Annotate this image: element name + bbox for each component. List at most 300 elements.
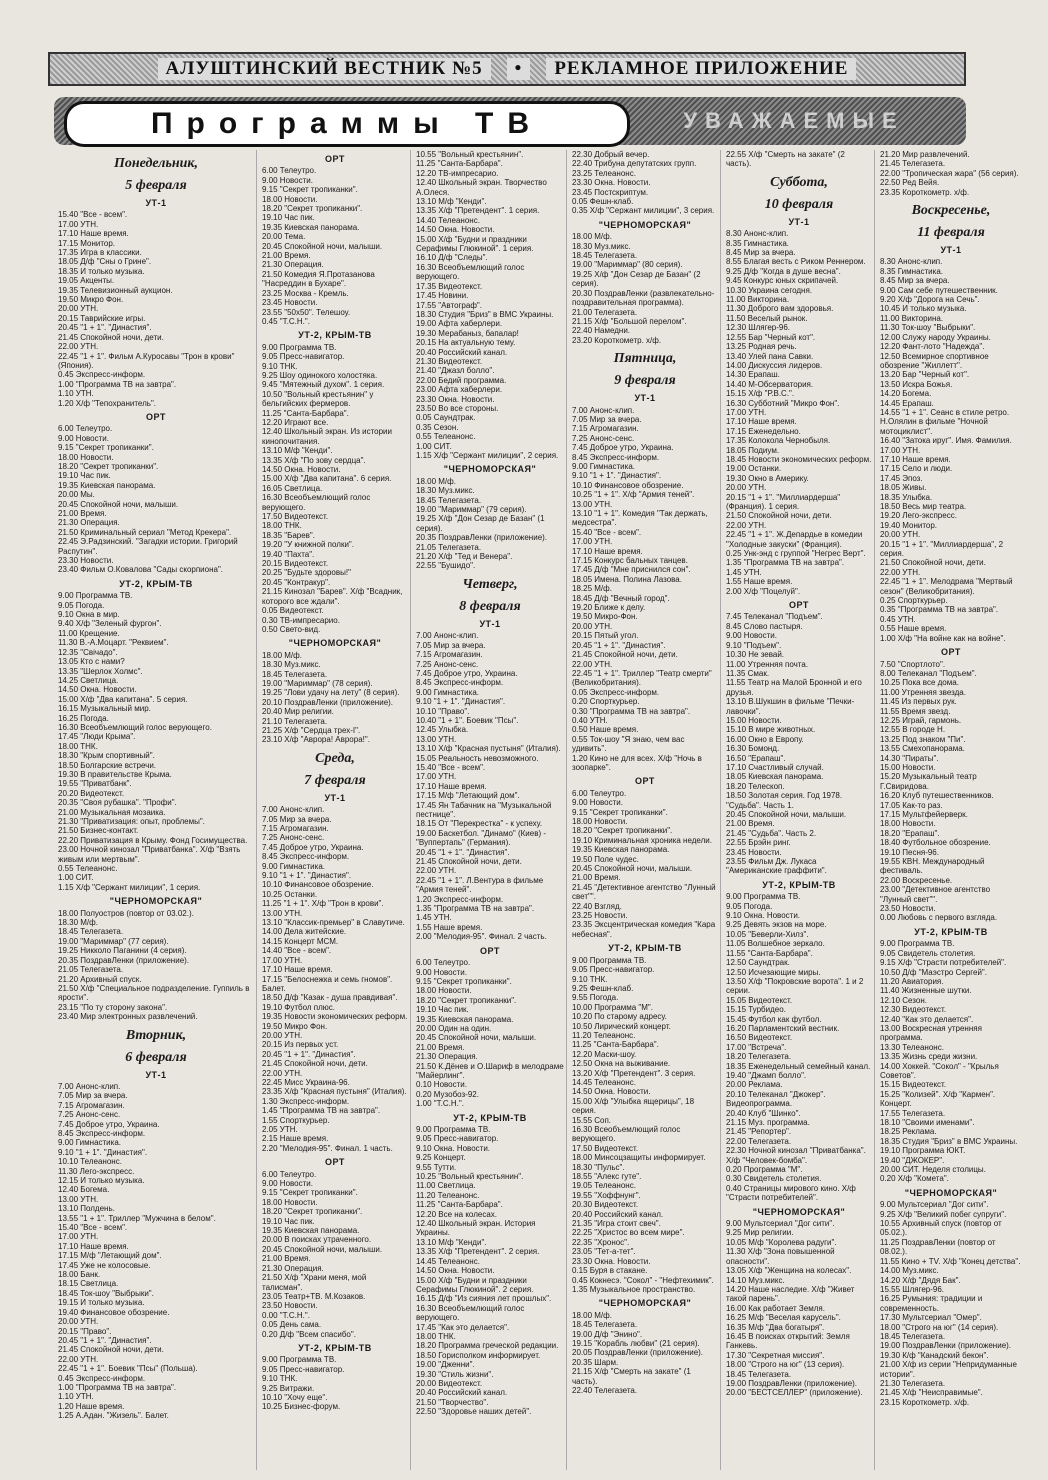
program-listing: 15.25 "Колизей". Х/ф "Кармен". Концерт. xyxy=(880,1089,998,1109)
program-listing: 22.40 Телегазета. xyxy=(572,1385,638,1395)
program-listing: 9.00 Новости. xyxy=(262,175,313,185)
program-listing: 1.20 Кино не для всех. Х/ф "Ночь в зоопарке". xyxy=(572,753,705,772)
program-listing: 19.00 "Дженни". xyxy=(416,1360,475,1370)
program-listing: 0.35 "Программа ТВ на завтра". xyxy=(880,605,999,615)
program-listing: 18.20 Телегазета. xyxy=(726,1052,792,1062)
program-listing: 15.40 "Все - всем". xyxy=(58,1223,128,1233)
program-listing: 21.05 Телегазета. xyxy=(416,542,482,552)
program-listing: 18.25 М/ф. xyxy=(572,584,612,594)
program-listing: 13.50 Х/ф "Покровские ворота". 1 и 2 серии. xyxy=(726,976,866,996)
program-listing: 9.00 Программа ТВ. xyxy=(416,1125,491,1134)
program-listing: 9.25 Д/ф "Когда в душе весна". xyxy=(726,266,841,276)
program-listing: 10.55 Архивный спуск (повтор от 05.02.). xyxy=(880,1219,1004,1238)
program-listing: 17.15 Монитор. xyxy=(58,238,116,248)
program-listing: 9.00 Программа ТВ. xyxy=(572,955,647,965)
program-listing: 9.00 Программа ТВ. xyxy=(58,591,133,601)
program-listing: 17.45 Уже не колосовые. xyxy=(58,1260,151,1270)
program-listing: 1.10 УТН. xyxy=(58,1392,94,1402)
program-listing: 23.35 Эксцентрическая комедия "Кара небесная". xyxy=(572,920,718,939)
program-listing: 23.40 Фильм О.Ковалова "Сады скорпиона". xyxy=(58,565,224,575)
program-listing: 15.05 Реальность невозможного. xyxy=(416,753,539,763)
program-listing: 9.05 Погода. xyxy=(726,901,773,911)
program-listing: 22.45 "1 + 1". Фильм А.Куросавы "Трон в крови" (Япония). xyxy=(58,351,237,370)
program-listing: 9.15 "Секрет тропиканки". xyxy=(262,1188,358,1198)
program-listing: 12.50 Исчезающие миры. xyxy=(726,967,821,977)
program-listing: 11.00 Утренняя звезда. xyxy=(880,687,966,697)
newspaper-header xyxy=(48,52,966,86)
program-listing: 20.45 Спокойной ночи, малыши. xyxy=(726,810,847,819)
program-listing: 11.55 "Санта-Барбара". xyxy=(726,948,813,958)
program-listing: 22.40 Взгляд. xyxy=(572,901,622,911)
channel-heading: ОРТ xyxy=(325,1157,345,1168)
program-listing: 18.05 Живы. xyxy=(880,483,927,493)
program-listing: 18.30 "Крым спортивный". xyxy=(58,751,155,761)
program-listing: 22.45 Э.Радзинский. "Загадки истории. Григорий Распутин". xyxy=(58,537,240,556)
program-listing: 14.50 Окна. Новости. xyxy=(58,685,137,695)
program-listing: 15.00 Х/ф "Будни и праздники Серафимы Глюкиной". 2 серия. xyxy=(416,1275,534,1294)
program-listing: 11.55 Театр на Малой Бронной и его друзья. xyxy=(726,678,865,697)
day-heading: Суббота, xyxy=(770,174,828,190)
program-listing: 11.00 Утренняя почта. xyxy=(726,659,809,669)
program-listing: 2.00 Х/ф "Поцелуй". xyxy=(726,586,801,596)
program-listing: 21.00 Время. xyxy=(58,509,107,518)
program-listing: 0.05 Видеотекст. xyxy=(262,606,324,616)
program-listing: 9.40 Х/ф "Зеленый фургон". xyxy=(58,619,162,629)
program-listing: 15.55 Соп. xyxy=(572,1115,612,1125)
program-listing: 9.00 Новости. xyxy=(58,433,109,443)
program-listing: 22.00 УТН. xyxy=(262,1068,303,1078)
channel-heading: ОРТ xyxy=(635,776,655,787)
program-listing: 11.20 Авиатория. xyxy=(880,976,944,986)
day-heading: Вторник, xyxy=(125,1027,187,1043)
program-listing: 9.15 "Секрет тропиканки". xyxy=(262,185,358,195)
program-listing: 18.30 Муз.микс. xyxy=(572,241,631,251)
program-listing: 18.00 Банк. xyxy=(58,1270,101,1280)
program-listing: 1.10 УТН. xyxy=(58,389,94,399)
program-listing: 17.30 "Секретная миссия". xyxy=(726,1350,825,1360)
program-listing: 11.45 Из первых рук. xyxy=(880,697,957,707)
program-listing: 0.45 "Т.С.Н.". xyxy=(262,316,310,326)
program-listing: 12.30 Видеотекст. xyxy=(880,1005,947,1015)
program-listing: 0.05 Экспресс-информ. xyxy=(572,687,660,697)
program-listing: 9.25 Мир религии. xyxy=(726,1228,794,1238)
program-listing: 0.25 Спорткурьер. xyxy=(880,596,948,606)
program-listing: 16.40 "Затока ируг". Имя. Фамилия. xyxy=(880,436,1012,446)
program-listing: 21.45 "Репортер". xyxy=(726,1127,792,1137)
program-listing: 10.25 Бизнес-форум. xyxy=(262,1402,341,1412)
program-listing: 18.35 И только музыка. xyxy=(58,266,145,276)
program-listing: 13.00 УТН. xyxy=(262,908,303,918)
program-listing: 20.30 Видеотекст. xyxy=(572,1200,639,1210)
program-listing: 0.15 Буря в стакане. xyxy=(572,1266,648,1276)
program-listing: 15.15 Х/ф "Р.В.С.". xyxy=(726,389,795,399)
program-listing: 9.00 Программа ТВ. xyxy=(262,1355,337,1365)
program-listing: 21.45 "Судьба". Часть 2. xyxy=(726,828,817,838)
program-listing: 9.00 Гимнастика. xyxy=(262,861,325,871)
program-listing: 20.00 Реклама. xyxy=(726,1080,783,1090)
program-listing: 11.25 "Санта-Барбара". xyxy=(572,1040,659,1050)
program-listing: 14.20 Богема. xyxy=(880,389,932,399)
program-listing: 14.50 Окна. Новости. xyxy=(416,225,495,235)
program-listing: 16.20 Клуб путешественников. xyxy=(880,791,994,801)
program-listing: 13.10 "1 + 1". Комедия "Так держать, медсестра". xyxy=(572,509,710,528)
program-listing: 19.20 Ближе к делу. xyxy=(572,603,646,613)
program-listing: 12.35 "Свічадо". xyxy=(58,647,118,657)
program-listing: 18.20 Программа греческой редакции. xyxy=(416,1341,559,1351)
program-listing: 9.15 "Секрет тропиканки". xyxy=(572,807,668,817)
program-listing: 20.35 Шарм. xyxy=(572,1357,619,1367)
program-listing: 15.40 "Все - всем". xyxy=(58,210,128,220)
program-listing: 14.20 Х/ф "Дядя Бак". xyxy=(880,1275,961,1285)
program-listing: 7.45 Доброе утро, Украина. xyxy=(416,668,518,678)
program-listing: 13.10 М/ф "Кенди". xyxy=(262,446,333,456)
program-listing: 0.20 Х/ф "Комета". xyxy=(880,1174,949,1184)
program-listing: 7.25 Анонс-сенс. xyxy=(572,433,635,443)
program-listing: 13.00 Воскресная утренняя программа. xyxy=(880,1023,985,1043)
program-listing: 18.45 Телегазета. xyxy=(726,1369,792,1379)
program-listing: 19.35 Киевская панорама. xyxy=(58,480,156,490)
program-listing: 12.30 Шлягер-96. xyxy=(726,323,790,333)
program-listing: 14.55 "1 + 1". Сеанс в стиле ретро. Н.Олялин в фильме "Ночной мотоциклист". xyxy=(880,407,1012,436)
program-listing: 19.35 Киевская панорама. xyxy=(416,1014,514,1024)
program-listing: 7.25 Анонс-сенс. xyxy=(58,1110,121,1120)
program-listing: 21.50 Комедия Я.Протазанова "Насреддин в Бухаре". xyxy=(262,269,378,289)
program-listing: 0.10 Новости. xyxy=(416,1080,467,1090)
channel-heading: УТ-1 xyxy=(634,393,656,404)
program-listing: 0.55 Ток-шоу "Я знаю, чем вас удивить". xyxy=(572,734,687,754)
program-listing: 22.45 "1 + 1". Боевик "Псы" (Польша). xyxy=(58,1364,198,1374)
program-listing: 11.25 "Санта-Барбара". xyxy=(416,159,503,169)
program-listing: 6.00 Телеутро. xyxy=(572,788,627,798)
program-listing: 21.50 Криминальный сериал "Метод Крекера". xyxy=(58,527,232,537)
program-listing: 18.30 Муз.микс. xyxy=(262,660,321,670)
program-listing: 15.00 Х/ф "Улыбка ящерицы", 18 серия. xyxy=(572,1096,697,1116)
program-listing: 23.45 Новости. xyxy=(726,847,782,857)
program-listing: 11.00 Светлица. xyxy=(416,1181,476,1191)
day-heading: 9 февраля xyxy=(614,373,676,389)
program-listing: 23.35 Короткометр. х/ф. xyxy=(880,187,970,197)
program-listing: 13.10 М/ф "Кенди". xyxy=(416,1237,487,1247)
program-listing: 20.00 Один на один. xyxy=(416,1023,492,1033)
program-listing: 19.20 Лего-экспресс. xyxy=(880,511,957,521)
program-listing: 18.00 ТНК. xyxy=(262,521,302,531)
program-listing: 1.20 Х/ф "Тепохранитель". xyxy=(58,398,157,408)
program-listing: 11.30 Лего-экспресс. xyxy=(58,1166,135,1176)
banner-title: Программы ТВ xyxy=(64,101,630,147)
channel-heading: УТ-2, КРЫМ-ТВ xyxy=(298,330,372,341)
program-listing: 1.00 Х/ф "На войне как на войне". xyxy=(880,633,1006,643)
header-separator: • xyxy=(507,58,531,80)
channel-heading: УТ-1 xyxy=(788,216,810,227)
program-listing: 11.20 Телеанонс. xyxy=(572,1030,636,1040)
program-listing: 18.00 Новости. xyxy=(416,986,472,996)
program-listing: 0.55 Телеанонс. xyxy=(416,432,476,442)
program-listing: 7.25 Анонс-сенс. xyxy=(416,659,479,669)
program-listing: 21.50 "Творчество". xyxy=(416,1397,489,1407)
header-supplement: РЕКЛАМНОЕ ПРИЛОЖЕНИЕ xyxy=(546,58,856,80)
program-listing: 22.45 "1 + 1". Мелодрама "Мертвый сезон" (Великобритания). xyxy=(880,577,1015,596)
program-listing: 14.30 "Пираты". xyxy=(880,753,939,763)
program-listing: 9.00 Гимнастика. xyxy=(416,687,479,697)
program-listing: 21.45 "Детективное агентство "Лунный свет"". xyxy=(572,882,718,902)
program-listing: 23.00 "Детективное агентство "Лунный свет"". xyxy=(880,885,993,904)
program-listing: 23.30 Окна. Новости. xyxy=(572,1256,651,1266)
program-listing: 0.45 УТН. xyxy=(880,614,916,624)
program-listing: 21.00 Время. xyxy=(726,819,775,829)
program-listing: 18.00 М/ф. xyxy=(262,650,302,660)
program-listing: 10.10 "Право". xyxy=(416,706,470,716)
program-listing: 21.00 Музыкальная мозаика. xyxy=(58,807,166,817)
program-listing: 21.30 Операция. xyxy=(58,518,120,528)
program-listing: 20.00 УТН. xyxy=(262,1030,303,1040)
program-listing: 18.45 Новости экономических реформ. xyxy=(726,454,872,464)
program-listing: 15.15 Видеотекст. xyxy=(880,1080,947,1090)
program-listing: 21.45 Спокойной ночи, дети. xyxy=(58,332,164,342)
program-listing: 23.10 Х/ф "Аврора! Аврора!". xyxy=(262,735,370,745)
program-listing: 19.00 Останки. xyxy=(726,464,782,474)
program-listing: 20.00 Тема. xyxy=(262,232,306,242)
program-listing: 9.20 Х/ф "Дорога на Сечь". xyxy=(880,295,980,305)
program-listing: 17.00 "Встреча". xyxy=(726,1042,787,1052)
program-listing: 13.00 УТН. xyxy=(572,499,613,509)
program-listing: 17.00 УТН. xyxy=(880,445,921,455)
program-listing: 22.45 Мисс Украина-96. xyxy=(262,1077,350,1087)
program-listing: 10.50 Лирический концерт. xyxy=(572,1021,671,1031)
program-listing: 9.45 "Мятежный духом". 1 серия. xyxy=(262,380,385,390)
program-listing: 16.00 Окно в Европу. xyxy=(726,734,804,744)
program-listing: 19.35 Новости экономических реформ. xyxy=(262,1012,408,1022)
program-listing: 16.05 Светлица. xyxy=(262,483,323,493)
program-listing: 19.10 Футбол плюс. xyxy=(262,1002,335,1012)
day-heading: Четверг, xyxy=(462,576,518,592)
program-listing: 18.20 Телескоп. xyxy=(726,781,785,791)
program-listing: 18.45 Телегазета. xyxy=(572,1320,638,1330)
program-listing: 13.20 Х/ф "Претендент". 3 серия. xyxy=(572,1068,696,1078)
program-listing: 11.25 ПоздравЛенки (повтор от 08.02.). xyxy=(880,1237,998,1257)
schedule-column-1 xyxy=(58,150,254,1470)
program-listing: 20.00 УТН. xyxy=(880,530,921,540)
program-listing: 11.25 "Санта-Барбара". xyxy=(262,408,349,418)
program-listing: 20.00 УТН. xyxy=(572,621,613,631)
channel-heading: УТ-1 xyxy=(145,1069,167,1080)
program-listing: 10.25 Останки. xyxy=(262,889,318,899)
program-listing: 19.30 В правительстве Крыма. xyxy=(58,769,172,779)
program-listing: 14.25 Светлица. xyxy=(58,675,119,685)
program-listing: 0.40 Страницы мирового кино. Х/ф "Страсти потребителей". xyxy=(726,1183,859,1203)
program-listing: 18.05 Киевская панорама. xyxy=(726,772,824,782)
program-listing: 23.15 "По ту сторону закона". xyxy=(58,1002,168,1012)
program-listing: 20.00 В поисках утраченного. xyxy=(262,1235,372,1245)
program-listing: 20.30 ПоздравЛенки (развлекательно-поздравительная программа). xyxy=(572,288,715,308)
program-listing: 19.50 Микро Фон. xyxy=(58,295,124,305)
program-listing: 21.50 К.Дёнев и О.Шариф в мелодраме "Майерлинг". xyxy=(416,1061,566,1080)
program-listing: 23.25 Телеанонс. xyxy=(572,168,636,178)
program-listing: 1.00 СИТ. xyxy=(58,873,94,883)
program-listing: 20.45 Спокойной ночи, малыши. xyxy=(572,864,693,874)
program-listing: 12.50 Окна на выживание. xyxy=(572,1059,671,1069)
program-listing: 17.45 "Как это делается". xyxy=(416,1322,510,1332)
program-listing: 20.15 На актуальную тему. xyxy=(416,338,516,348)
program-listing: 11.30 В.-А.Моцарт. "Реквием". xyxy=(58,638,169,648)
program-listing: 11.00 Викторина. xyxy=(880,313,944,323)
program-listing: 17.45 Ян Табачник на "Музыкальной пестнице". xyxy=(416,800,554,819)
program-listing: 22.00 УТН. xyxy=(726,520,767,530)
program-listing: 21.20 Х/ф "Тед и Венера". xyxy=(416,552,513,562)
program-listing: 7.05 Мир за вчера. xyxy=(572,414,642,424)
program-listing: 10.30 Украина сегодня. xyxy=(726,285,813,295)
program-listing: 14.20 Наше наследие. Х/ф "Живет такой парень". xyxy=(726,1284,857,1304)
program-listing: 22.30 Ночной кинозал "Приватбанка". Х/ф "Человек-бомба". xyxy=(726,1146,869,1165)
program-listing: 14.00 Муз.микс. xyxy=(880,1266,939,1276)
program-listing: 16.30 Субботний "Микро Фон". xyxy=(726,398,840,408)
channel-heading: УТ-1 xyxy=(479,618,501,629)
program-listing: 17.10 Наше время. xyxy=(416,781,487,791)
program-listing: 23.35 Х/ф "Красная пустыня" (Италия). xyxy=(262,1087,407,1097)
program-listing: 21.00 Время. xyxy=(262,1254,311,1264)
channel-heading: "ЧЕРНОМОРСКАЯ" xyxy=(752,1206,846,1217)
program-listing: 17.00 УТН. xyxy=(726,407,767,417)
program-listing: 21.05 Телегазета. xyxy=(58,965,124,975)
program-listing: 9.25 Шоу одинокого холостяка. xyxy=(262,370,378,380)
program-listing: 17.10 Счастливый случай. xyxy=(726,762,824,772)
program-listing: 20.00 СИТ. Неделя столицы. xyxy=(880,1165,986,1175)
program-listing: 13.35 Х/ф "Претендент". 2 серия. xyxy=(416,1247,540,1257)
program-listing: 9.10 "1 + 1". "Династия". xyxy=(262,871,352,881)
program-listing: 9.05 Пресс-навигатор. xyxy=(262,352,345,362)
program-listing: 13.35 "Шерлок Холмс". xyxy=(58,666,143,676)
program-listing: 19.00 "Мариммар" (78 серия). xyxy=(262,678,373,688)
program-listing: 22.00 "Тропическая жара" (56 серия). xyxy=(880,168,1019,178)
program-listing: 19.05 Акценты. xyxy=(58,276,115,286)
program-listing: 23.30 Окна. Новости. xyxy=(572,178,651,188)
program-listing: 23.45 Новости. xyxy=(262,298,318,308)
program-listing: 2.05 УТН. xyxy=(262,1125,298,1134)
banner-ghost-text: УВАЖАЕМЫЕ xyxy=(683,108,905,133)
program-listing: 1.00 СИТ. xyxy=(416,441,452,451)
program-listing: 13.35 Жизнь среди жизни. xyxy=(880,1052,978,1062)
program-listing: 2.00 "Мелодия-95". Финал. 2 часть. xyxy=(416,932,547,942)
program-listing: 21.00 Х/ф из серии "Непридуманные истории". xyxy=(880,1360,1020,1379)
program-listing: 13.00 УТН. xyxy=(416,734,457,744)
program-listing: 22.00 УТН. xyxy=(58,1354,99,1364)
program-listing: 21.50 Спокойной ночи, дети. xyxy=(726,511,832,521)
program-listing: 1.25 А.Адан. "Жизель". Балет. xyxy=(58,1411,169,1421)
program-listing: 22.55 Х/ф "Смерть на закате" (2 часть). xyxy=(726,150,848,169)
program-listing: 15.00 Новости. xyxy=(880,762,936,772)
program-listing: 11.30 Ток-шоу "Выбрыки". xyxy=(880,323,976,333)
program-listing: 9.00 Новости. xyxy=(262,1179,313,1189)
program-listing: 11.30 Доброго вам здоровья. xyxy=(726,304,834,314)
program-listing: 19.50 Поле чудес. xyxy=(572,854,639,864)
program-listing: 11.20 Телеанонс. xyxy=(416,1190,480,1200)
program-listing: 12.20 Маски-шоу. xyxy=(572,1049,637,1059)
program-listing: 1.35 "Программа ТВ на завтра". xyxy=(726,558,845,568)
program-listing: 19.10 Час пик. xyxy=(416,1005,469,1015)
program-listing: 22.30 Добрый вечер. xyxy=(572,150,650,159)
channel-heading: УТ-2, КРЫМ-ТВ xyxy=(608,943,682,954)
program-listing: 9.10 "1 + 1". "Династия". xyxy=(58,1147,148,1157)
program-listing: 17.10 Наше время. xyxy=(572,546,643,556)
program-listing: 23.05 Театр+ТВ. М.Козаков. xyxy=(262,1291,366,1301)
program-listing: 17.15 М/ф "Летающий дом". xyxy=(416,791,520,801)
program-listing: 1.30 Экспресс-информ. xyxy=(262,1096,350,1106)
program-listing: 2.15 Наше время. xyxy=(262,1134,329,1144)
program-listing: 7.15 Агромагазин. xyxy=(58,1100,125,1110)
program-listing: 23.50 Новости. xyxy=(880,904,936,914)
program-listing: 18.45 Телегазета. xyxy=(880,1331,946,1341)
program-listing: 12.25 Играй, гармонь. xyxy=(880,715,962,725)
program-listing: 20.45 "1 + 1". "Династия". xyxy=(262,1049,356,1059)
program-listing: 1.35 Музыкальное пространство. xyxy=(572,1284,696,1294)
program-listing: 9.00 Сам себе путешественник. xyxy=(880,285,998,295)
program-listing: 19.25 Х/ф "Дон Сезар де Базан" (2 серия). xyxy=(572,269,703,289)
program-listing: 20.00 Видеотекст. xyxy=(416,1378,483,1388)
program-listing: 0.00 Любовь с первого взгляда. xyxy=(880,913,998,923)
program-listing: 21.15 Х/ф "Смерть на закате" (1 часть). xyxy=(572,1367,694,1386)
program-listing: 7.00 Анонс-клип. xyxy=(416,631,479,641)
program-listing: 19.35 Киевская панорама. xyxy=(572,845,670,855)
program-listing: 9.00 Новости. xyxy=(572,798,623,808)
program-listing: 19.00 ПоздравЛенки (приложение). xyxy=(880,1341,1012,1351)
program-listing: 18.20 "Секрет тропиканки". xyxy=(262,204,363,214)
program-listing: 21.45 Телегазета. xyxy=(880,159,946,169)
program-listing: 20.10 ПоздравЛенки (приложение). xyxy=(262,697,394,707)
program-listing: 18.00 Новости. xyxy=(880,819,936,829)
program-listing: 0.55 Телеанонс. xyxy=(58,864,118,874)
program-listing: 22.00 УТН. xyxy=(58,342,99,352)
schedule-column-2 xyxy=(262,150,408,1470)
channel-heading: УТ-2, КРЫМ-ТВ xyxy=(119,578,193,589)
program-listing: 14.10 Муз.микс. xyxy=(726,1275,785,1285)
program-listing: 0.30 ТВ-импресарио. xyxy=(262,615,340,625)
program-listing: 22.45 "1 + 1". Триллер "Театр смерти" (Великобритания). xyxy=(572,668,714,688)
program-listing: 21.50 Х/ф "Специальное подразделение. Гуппиль в ярости". xyxy=(58,983,252,1003)
program-listing: 23.40 Мир электронных развлечений. xyxy=(58,1012,198,1022)
program-listing: 18.00 Минсоцзащиты информирует. xyxy=(572,1153,706,1163)
program-listing: 13.50 Искра Божья. xyxy=(880,379,953,389)
program-listing: 22.00 УТН. xyxy=(416,866,457,876)
program-listing: 20.35 "Своя рубашка". "Профи". xyxy=(58,798,177,808)
channel-heading: УТ-1 xyxy=(940,245,962,256)
program-listing: 9.05 Пресс-навигатор. xyxy=(262,1364,345,1374)
program-listing: 18.00 ТНК. xyxy=(416,1331,456,1341)
program-listing: 13.10 "Классик-премьер" в Славутиче. xyxy=(262,918,405,928)
program-listing: 9.00 Программа ТВ. xyxy=(880,939,955,949)
program-listing: 22.00 Телегазета. xyxy=(726,1136,792,1146)
program-listing: 16.00 Как работает Земля. xyxy=(726,1303,825,1313)
program-listing: 11.25 "Санта-Барбара". xyxy=(416,1200,503,1210)
program-listing: 20.45 Спокойной ночи, малыши. xyxy=(262,1244,383,1254)
program-listing: 20.45 "Контракур". xyxy=(262,577,331,587)
program-listing: 18.35 Улыбка. xyxy=(880,492,933,502)
program-listing: 15.40 "Все - всем". xyxy=(572,527,642,537)
program-listing: 20.45 Спокойной ночи, малыши. xyxy=(416,1033,537,1043)
program-listing: 13.10 М/ф "Кенди". xyxy=(416,197,487,207)
program-listing: 0.55 Наше время. xyxy=(880,624,947,634)
program-listing: 14.40 М-Обсерватория. xyxy=(726,379,814,389)
program-listing: 10.50 "Вольный крестьянин" у бельгийских фермеров. xyxy=(262,389,376,409)
channel-heading: УТ-2, КРЫМ-ТВ xyxy=(762,879,836,890)
program-listing: 7.45 Доброе утро, Украина. xyxy=(262,842,364,852)
program-listing: 19.00 "Мариммар" (77 серия). xyxy=(58,936,169,946)
program-listing: 7.25 Анонс-сенс. xyxy=(262,833,325,843)
channel-heading: "ЧЕРНОМОРСКАЯ" xyxy=(288,638,382,649)
program-listing: 23.05 "Тет-а-тет". xyxy=(572,1247,636,1257)
program-listing: 18.00 М/ф. xyxy=(572,1310,612,1320)
program-listing: 20.35 ПоздравЛенки (приложение). xyxy=(416,533,548,543)
program-listing: 18.50 Весь мир театра. xyxy=(880,502,967,511)
program-listing: 0.05 Фешн-клаб. xyxy=(572,197,634,207)
